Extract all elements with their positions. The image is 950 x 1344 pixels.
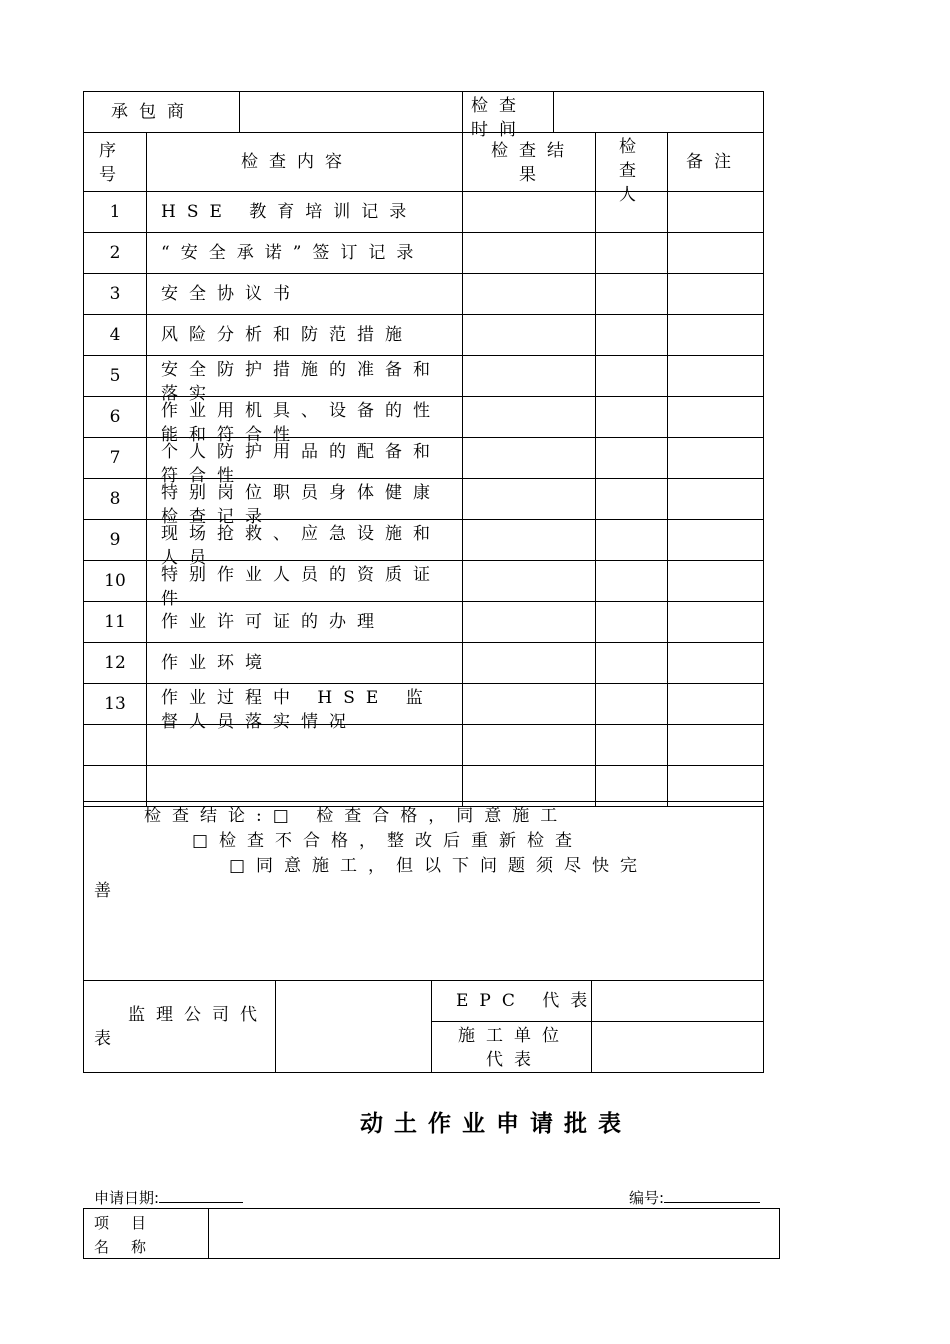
form-number-field[interactable] — [664, 1186, 760, 1203]
conclusion-cell[interactable] — [83, 801, 764, 981]
row-12-no-cell — [83, 642, 147, 684]
row-11-result-cell[interactable] — [462, 601, 596, 643]
row-content: 特别作业人员的资质证件 — [161, 565, 441, 609]
row-9-no-cell — [83, 519, 147, 561]
row-1-remark-cell[interactable] — [667, 191, 764, 233]
row-14-checker-cell[interactable] — [595, 724, 668, 766]
epc-sign-cell[interactable] — [591, 980, 764, 1022]
application-date-label: 申请日期: — [94, 1189, 160, 1207]
row-content: 特别岗位职员身体健康检查记录 — [161, 483, 441, 527]
row-content: 安全协议书 — [161, 284, 301, 304]
row-6-result-cell[interactable] — [462, 396, 596, 438]
row-5-remark-cell[interactable] — [667, 355, 764, 397]
row-11-checker-cell[interactable] — [595, 601, 668, 643]
row-2-checker-cell[interactable] — [595, 232, 668, 274]
row-3-checker-cell[interactable] — [595, 273, 668, 315]
row-5-result-cell[interactable] — [462, 355, 596, 397]
row-4-remark-cell[interactable] — [667, 314, 764, 356]
row-6-remark-cell[interactable] — [667, 396, 764, 438]
col-remark-header — [667, 132, 764, 192]
conclusion-line-1: 检查结论:□ 检查合格，同意施工 — [144, 806, 569, 826]
row-12-result-cell[interactable] — [462, 642, 596, 684]
row-13-remark-cell[interactable] — [667, 683, 764, 725]
form-title: 动土作业申请批表 — [360, 1111, 632, 1137]
application-date-field[interactable] — [159, 1186, 243, 1203]
construction-label-cell — [431, 1021, 592, 1073]
row-5-no-cell — [83, 355, 147, 397]
row-10-result-cell[interactable] — [462, 560, 596, 602]
row-9-content-cell — [146, 519, 463, 568]
contractor-label: 承包商 — [111, 102, 195, 122]
row-12-remark-cell[interactable] — [667, 642, 764, 684]
row-8-checker-cell[interactable] — [595, 478, 668, 520]
row-14-no-cell — [83, 724, 147, 766]
row-13-content-cell — [146, 683, 463, 732]
row-3-result-cell[interactable] — [462, 273, 596, 315]
col-remark-label: 备注 — [686, 152, 742, 172]
row-number: 9 — [109, 530, 121, 550]
row-13-result-cell[interactable] — [462, 683, 596, 725]
contractor-value-cell[interactable] — [239, 91, 463, 133]
row-number: 10 — [104, 571, 126, 591]
row-number: 6 — [109, 407, 121, 427]
row-number: 12 — [104, 653, 126, 673]
row-5-checker-cell[interactable] — [595, 355, 668, 397]
row-content: HSE 教育培训记录 — [161, 202, 418, 222]
construction-sign-cell[interactable] — [591, 1021, 764, 1073]
row-14-content-cell — [146, 724, 463, 766]
row-number: 1 — [109, 202, 121, 222]
row-2-no-cell — [83, 232, 147, 274]
col-content-header — [146, 132, 463, 192]
conclusion-line-3: □同意施工，但以下问题须尽快完 — [229, 856, 649, 876]
project-name-label-cell — [83, 1208, 209, 1259]
col-content-label: 检查内容 — [241, 152, 353, 172]
row-number: 7 — [109, 448, 121, 468]
application-date — [94, 1186, 243, 1208]
supervisor-sign-cell[interactable] — [275, 980, 432, 1073]
row-10-content-cell — [146, 560, 463, 609]
row-4-checker-cell[interactable] — [595, 314, 668, 356]
row-10-checker-cell[interactable] — [595, 560, 668, 602]
row-8-result-cell[interactable] — [462, 478, 596, 520]
row-number: 4 — [109, 325, 121, 345]
form-number — [629, 1186, 760, 1208]
row-3-remark-cell[interactable] — [667, 273, 764, 315]
col-checker-label: 检查人 — [619, 137, 647, 205]
row-7-content-cell — [146, 437, 463, 486]
supervisor-label: 监理公司代表 — [94, 1005, 268, 1049]
row-number: 8 — [109, 489, 121, 509]
row-12-checker-cell[interactable] — [595, 642, 668, 684]
row-7-checker-cell[interactable] — [595, 437, 668, 479]
row-7-result-cell[interactable] — [462, 437, 596, 479]
col-no-header — [83, 132, 147, 192]
row-1-content-cell — [146, 191, 463, 233]
row-1-result-cell[interactable] — [462, 191, 596, 233]
row-4-result-cell[interactable] — [462, 314, 596, 356]
row-5-content-cell — [146, 355, 463, 404]
row-number: 5 — [109, 366, 121, 386]
row-13-checker-cell[interactable] — [595, 683, 668, 725]
row-content: 风险分析和防范措施 — [161, 325, 413, 345]
col-checker-header — [595, 132, 668, 205]
epc-label: EPC 代表 — [456, 991, 599, 1011]
project-name-value-cell[interactable] — [208, 1208, 780, 1259]
col-no-label: 序号 — [99, 141, 127, 185]
row-11-remark-cell[interactable] — [667, 601, 764, 643]
check-time-label-cell — [462, 91, 554, 140]
row-9-checker-cell[interactable] — [595, 519, 668, 561]
row-11-content-cell — [146, 601, 463, 643]
conclusion-line-4: 善 — [94, 881, 122, 901]
row-content: 作业许可证的办理 — [161, 612, 385, 632]
row-10-no-cell — [83, 560, 147, 602]
row-10-remark-cell[interactable] — [667, 560, 764, 602]
row-8-content-cell — [146, 478, 463, 527]
contractor-label-cell — [83, 91, 240, 133]
row-2-result-cell[interactable] — [462, 232, 596, 274]
epc-label-cell — [431, 980, 599, 1022]
row-2-content-cell — [146, 232, 463, 274]
row-14-result-cell[interactable] — [462, 724, 596, 766]
row-content: 个人防护用品的配备和符合性 — [161, 442, 441, 486]
row-7-no-cell — [83, 437, 147, 479]
row-4-no-cell — [83, 314, 147, 356]
row-content: 作业环境 — [161, 653, 273, 673]
row-number: 3 — [109, 284, 121, 304]
row-13-no-cell — [83, 683, 147, 725]
construction-label: 施工单位代表 — [458, 1026, 570, 1070]
row-3-content-cell — [146, 273, 463, 315]
row-number: 13 — [104, 694, 126, 714]
row-12-content-cell — [146, 642, 463, 684]
supervisor-label-cell — [83, 980, 276, 1073]
row-2-remark-cell[interactable] — [667, 232, 764, 274]
row-1-no-cell — [83, 191, 147, 233]
row-1-checker-cell[interactable] — [595, 191, 668, 233]
row-content: 现场抢救、应急设施和人员 — [161, 524, 441, 568]
row-8-remark-cell[interactable] — [667, 478, 764, 520]
row-number: 2 — [109, 243, 121, 263]
row-14-remark-cell[interactable] — [667, 724, 764, 766]
row-11-no-cell — [83, 601, 147, 643]
row-content: “安全承诺”签订记录 — [161, 243, 425, 263]
check-time-value-cell[interactable] — [553, 91, 764, 133]
row-content: 安全防护措施的准备和落实 — [161, 360, 441, 404]
row-7-remark-cell[interactable] — [667, 437, 764, 479]
row-9-result-cell[interactable] — [462, 519, 596, 561]
row-6-no-cell — [83, 396, 147, 438]
row-6-checker-cell[interactable] — [595, 396, 668, 438]
row-3-no-cell — [83, 273, 147, 315]
form-number-label: 编号: — [629, 1189, 665, 1207]
row-4-content-cell — [146, 314, 463, 356]
row-content: 作业过程中 HSE 监督人员落实情况 — [161, 688, 434, 732]
row-9-remark-cell[interactable] — [667, 519, 764, 561]
check-time-label: 检查时间 — [471, 96, 527, 140]
row-8-no-cell — [83, 478, 147, 520]
row-6-content-cell — [146, 396, 463, 445]
conclusion-line-2: □检查不合格，整改后重新检查 — [192, 831, 584, 851]
row-content: 作业用机具、设备的性能和符合性 — [161, 401, 441, 445]
col-result-label: 检查结果 — [491, 141, 575, 185]
project-name-label: 项目名称 — [94, 1214, 169, 1256]
col-result-header — [462, 132, 596, 192]
row-number: 11 — [104, 612, 126, 632]
